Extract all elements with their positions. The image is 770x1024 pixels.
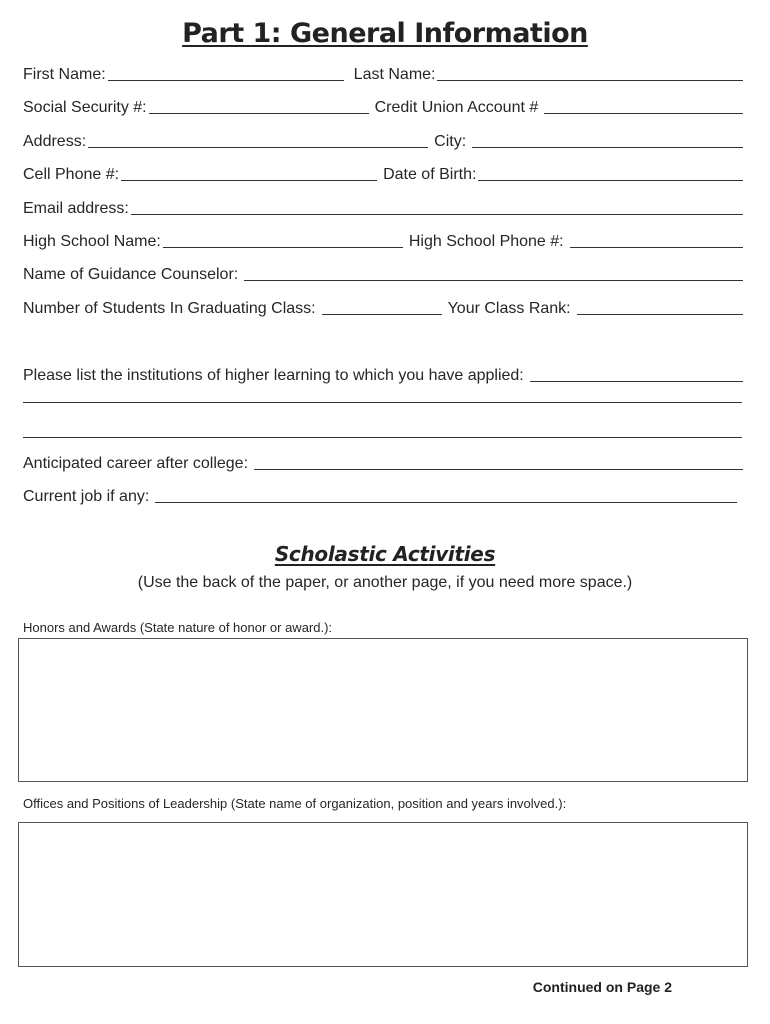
cell-phone-field[interactable] <box>121 179 377 181</box>
class-row <box>23 296 743 318</box>
city-field[interactable] <box>472 146 743 148</box>
career-field[interactable] <box>254 468 743 470</box>
offices-textbox[interactable] <box>18 822 748 967</box>
high-school-phone-label: High School Phone #: <box>408 233 564 250</box>
career-label: Anticipated career after college: <box>23 455 249 472</box>
offices-label: Offices and Positions of Leadership (State name of organization, position and years involved.): <box>23 796 567 811</box>
institutions-field[interactable] <box>530 380 743 382</box>
scholastic-note: (Use the back of the paper, or another page, if you need more space.) <box>137 574 633 591</box>
current-job-field[interactable] <box>155 501 737 503</box>
high-school-label: High School Name: <box>23 233 161 250</box>
address-field[interactable] <box>88 146 428 148</box>
dob-field[interactable] <box>478 179 743 181</box>
ssn-label: Social Security #: <box>23 99 147 116</box>
num-students-field[interactable] <box>322 313 442 315</box>
institutions-line-3[interactable] <box>23 437 742 438</box>
address-label: Address: <box>23 133 87 150</box>
institutions-label: Please list the institutions of higher learning to which you have applied: <box>23 367 524 384</box>
dob-label: Date of Birth: <box>383 166 477 183</box>
first-name-field[interactable] <box>108 79 344 81</box>
high-school-phone-field[interactable] <box>570 246 743 248</box>
class-rank-field[interactable] <box>577 313 743 315</box>
credit-union-label: Credit Union Account # <box>374 99 539 116</box>
counselor-row <box>23 262 743 284</box>
name-row <box>23 62 743 84</box>
cell-phone-label: Cell Phone #: <box>23 166 120 183</box>
city-label: City: <box>434 133 467 150</box>
class-rank-label: Your Class Rank: <box>447 300 571 317</box>
credit-union-field[interactable] <box>544 112 743 114</box>
email-row <box>23 196 743 218</box>
scholastic-title: Scholastic Activities <box>274 542 496 566</box>
ssn-field[interactable] <box>149 112 369 114</box>
counselor-label: Name of Guidance Counselor: <box>23 266 239 283</box>
career-row <box>23 451 743 473</box>
address-row <box>23 129 743 151</box>
current-job-row <box>23 484 737 506</box>
email-label: Email address: <box>23 200 129 217</box>
ssn-row <box>23 95 743 117</box>
phone-row <box>23 162 743 184</box>
honors-label: Honors and Awards (State nature of honor or award.): <box>23 620 333 635</box>
counselor-field[interactable] <box>244 279 743 281</box>
page-title: Part 1: General Information <box>182 18 588 49</box>
institutions-row <box>23 363 743 385</box>
email-field[interactable] <box>131 213 743 215</box>
last-name-field[interactable] <box>437 79 743 81</box>
institutions-line-2[interactable] <box>23 402 742 403</box>
first-name-label: First Name: <box>23 66 106 83</box>
high-school-row <box>23 229 743 251</box>
honors-textbox[interactable] <box>18 638 748 782</box>
current-job-label: Current job if any: <box>23 488 150 505</box>
num-students-label: Number of Students In Graduating Class: <box>23 300 316 317</box>
last-name-label: Last Name: <box>353 66 436 83</box>
continued-note: Continued on Page 2 <box>532 979 672 995</box>
high-school-field[interactable] <box>163 246 403 248</box>
